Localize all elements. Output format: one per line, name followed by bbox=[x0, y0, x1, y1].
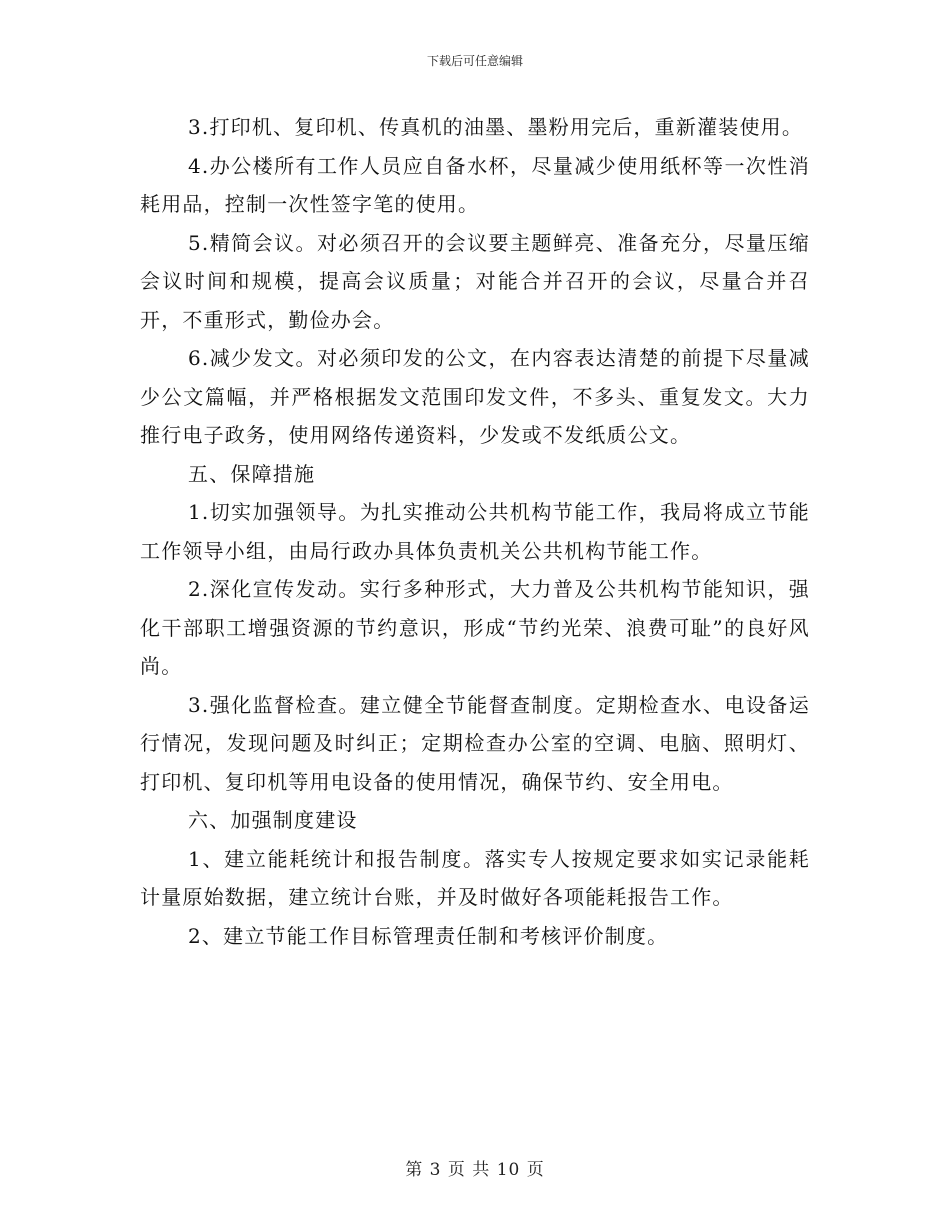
section-heading-safeguards: 五、保障措施 bbox=[188, 461, 316, 486]
paragraph-water-cups: 4.办公楼所有工作人员应自备水杯，尽量减少使用纸杯等一次性消耗用品，控制一次性签字笔的使用。 bbox=[140, 153, 810, 216]
page-number-footer: 第 3 页 共 10 页 bbox=[405, 1160, 545, 1180]
section-heading-systems: 六、加强制度建设 bbox=[188, 808, 358, 832]
paragraph-documents: 6.减少发文。对必须印发的公文，在内容表达清楚的前提下尽量减少公文篇幅，并严格根据发文范围印发文件，不多头、重复发文。大力推行电子政务，使用网络传递资料，少发或不发纸质公文。 bbox=[140, 346, 810, 447]
paragraph-supervision: 3.强化监督检查。建立健全节能督查制度。定期检查水、电设备运行情况，发现问题及时纠正；定期检查办公室的空调、电脑、照明灯、打印机、复印机等用电设备的使用情况，确保节约、安全用电。 bbox=[140, 692, 810, 794]
paragraph-publicity: 2.深化宣传发动。实行多种形式，大力普及公共机构节能知识，强化干部职工增强资源的节约意识，形成“节约光荣、浪费可耻”的良好风尚。 bbox=[140, 577, 810, 678]
paragraph-responsibility: 2、建立节能工作目标管理责任制和考核评价制度。 bbox=[188, 923, 669, 948]
paragraph-leadership: 1.切实加强领导。为扎实推动公共机构节能工作，我局将成立节能工作领导小组，由局行政办具体负责机关公共机构节能工作。 bbox=[140, 500, 810, 563]
paragraph-printer-ink: 3.打印机、复印机、传真机的油墨、墨粉用完后，重新灌装使用。 bbox=[188, 115, 804, 139]
paragraph-meetings: 5.精简会议。对必须召开的会议要主题鲜亮、准备充分，尽量压缩会议时间和规模，提高会议质量；对能合并召开的会议，尽量合并召开，不重形式，勤俭办会。 bbox=[140, 230, 810, 332]
paragraph-energy-statistics: 1、建立能耗统计和报告制度。落实专人按规定要求如实记录能耗计量原始数据，建立统计台账，并及时做好各项能耗报告工作。 bbox=[140, 846, 810, 909]
page-header-note: 下载后可任意编辑 bbox=[426, 54, 523, 68]
document-body bbox=[140, 108, 810, 955]
